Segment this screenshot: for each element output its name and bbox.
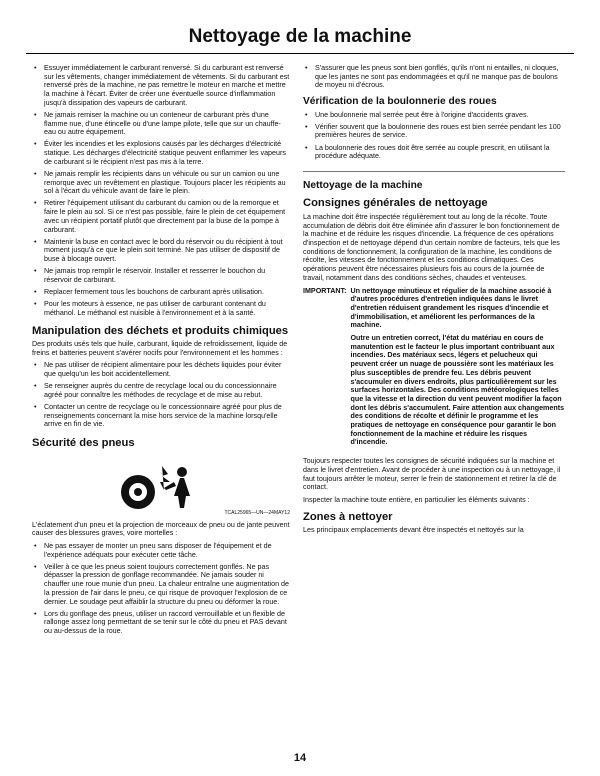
list-item: • Maintenir la buse en contact avec le bord du réservoir ou du récipient à tout moment jusqu'à ce que le plein soit terminé. Ne pas utiliser de dispositif de buse à blocage ouvert. [32, 238, 290, 264]
zones-paragraph: Les principaux emplacements devant être inspectés et nettoyés sur la [303, 526, 524, 535]
section-divider [303, 171, 565, 172]
list-item: • La boulonnerie des roues doit être serrée au couple prescrit, en utilisant la procédure adéquate. [303, 144, 565, 161]
list-item: • Replacer fermement tous les bouchons de carburant après utilisation. [32, 288, 290, 297]
list-item: • Ne pas essayer de monter un pneu sans disposer de l'équipement et de l'expérience adéquats pour exécuter cette tâche. [32, 542, 290, 559]
tire-explosion-icon [116, 460, 206, 512]
right-column [303, 64, 565, 538]
important-paragraph: Outre un entretien correct, l'état du matériau en cours de manutention est le facteur le plus important contribuant aux incendies. Des matériaux secs, légers et pelucheux qui peuvent créer un nuage de poussière sont les matériaux les plus susceptibles de prendre feu. Les débris peuvent s'accumuler en divers endroits, plus particulièrement sur les surfaces horizontales. Des conditions météorologiques telles que la vitesse et la direction du vent peuvent modifier la façon dont les débris s'accumulent. Faire attention aux changements des conditions de récolte et définir le programme et les pratiques de nettoyage en conséquence pour garantir le bon fonctionnement de la machine et réduire les risques d'incendie. [350, 334, 565, 447]
page-number: 14 [293, 752, 307, 764]
list-item: • Lors du gonflage des pneus, utiliser un raccord verrouillable et un flexible de rallonge assez long permettant de se tenir sur le côté du pneu et PAS devant ou au-dessus de la roue. [32, 610, 290, 636]
list-item: • Ne jamais remplir les récipients dans un véhicule ou sur un camion ou une remorque avec un revêtement en plastique. Toujours placer les récipients au sol à l'écart du véhicule avant de faire le plein. [32, 170, 290, 196]
figure-caption: TCAL25965—UN—24MAY12 [224, 509, 290, 516]
fuel-bullet-list [32, 64, 290, 317]
list-item: • Pour les moteurs à essence, ne pas utiliser de carburant contenant du méthanol. Le méthanol est nuisible à l'environnement et à la santé. [32, 300, 290, 317]
general-cleaning-paragraph: La machine doit être inspectée régulièrement tout au long de la récolte. Toute accumulation de débris doit être éliminée afin d'assurer le bon fonctionnement de la machine et de réduire les risques d'incendie. La fréquence de ces opérations d'inspection et de nettoyage dépend d'un certain nombre de facteurs, tels que les conditions de fonctionnement, la configuration de la machine, les conditions de récolte, les vitesses de fonctionnement et les conditions climatiques. Ces opérations peuvent être nécessaires plusieurs fois au cours de la journée de travail, notamment dans des conditions sèches, chaudes et venteuses. [303, 212, 560, 282]
left-column [32, 64, 290, 639]
machine-cleaning-heading: Nettoyage de la machine [303, 179, 423, 191]
list-item: • Vérifier souvent que la boulonnerie des roues est bien serrée pendant les 100 premières heures de service. [303, 123, 565, 140]
list-item: • Veiller à ce que les pneus soient toujours correctement gonflés. Ne pas dépasser la pression de gonflage recommandée. Ne jamais souder ni chauffer une roue munie d'un pneu. La chaleur entraîne une augmentation de la pression de l'air dans le pneu, ce qui risque de provoquer l'explosion de ce dernier. Le soudage peut affaiblir la structure du pneu ou déformer la roue. [32, 563, 290, 607]
wheel-bolt-bullet-list [303, 111, 565, 161]
wheel-bolt-heading: Vérification de la boulonnerie des roues [303, 96, 497, 108]
list-item: • Contacter un centre de recyclage ou le concessionnaire agréé pour plus de renseignements concernant la mise hors service de la machine lorsqu'elle arrive en fin de vie. [32, 403, 290, 429]
list-item: • Une boulonnerie mal serrée peut être à l'origine d'accidents graves. [303, 111, 565, 120]
general-cleaning-heading: Consignes générales de nettoyage [303, 197, 488, 210]
list-item: • Éviter les incendies et les explosions causés par les décharges d'électricité statique. Les décharges d'électricité statique peuvent enflammer les vapeurs de carburant si le récipient n'est pas mis à la terre. [32, 140, 290, 166]
important-notice [303, 287, 565, 452]
list-item: • Essuyer immédiatement le carburant renversé. Si du carburant est renversé sur les vêtements, changer immédiatement de vêtements. Si du carburant est renversé près de la machine, ne pas remettre le moteur en marche et mettre la machine à l'écart. Éviter de créer une éventuelle source d'inflammation jusqu'à dissipation des vapeurs de carburant. [32, 64, 290, 108]
inspect-paragraph: Inspecter la machine toute entière, en particulier les éléments suivants : [303, 496, 530, 504]
tire-warning-figure [32, 456, 290, 518]
list-item: • Ne jamais trop remplir le réservoir. Installer et resserrer le bouchon du réservoir de carburant. [32, 267, 290, 284]
list-item: • Retirer l'équipement utilisant du carburant du camion ou de la remorque et faire le plein au sol. Si ce n'est pas possible, faire le plein de cet équipement avec un récipient portatif plutôt que directement par la buse de la pompe à carburant. [32, 199, 290, 234]
page-title: Nettoyage de la machine [188, 26, 412, 47]
important-body [351, 287, 566, 452]
tire-check-bullet-list [303, 64, 565, 90]
tire-safety-heading: Sécurité des pneus [32, 437, 135, 450]
waste-intro: Des produits usés tels que huile, carburant, liquide de refroidissement, liquide de freins et batteries peuvent s'avérer nocifs pour l'environnement et les hommes : [32, 339, 288, 357]
title-rule [26, 53, 574, 54]
tire-intro: L'éclatement d'un pneu et la projection de morceaux de pneu ou de jante peuvent causer des blessures graves, voire mortelles : [32, 520, 290, 538]
safety-paragraph: Toujours respecter toutes les consignes de sécurité indiquées sur la machine et dans le livret d'entretien. Avant de procéder à une inspection ou à un nettoyage, il faut toujours arrêter le moteur, serrer le frein de stationnement et retirer la clé de contact. [303, 457, 561, 492]
list-item: • Ne pas utiliser de récipient alimentaire pour les déchets liquides pour éviter que quelqu'un les boit accidentellement. [32, 361, 290, 378]
waste-heading: Manipulation des déchets et produits chimiques [32, 325, 289, 338]
list-item: • Ne jamais remiser la machine ou un conteneur de carburant près d'une flamme nue, d'une étincelle ou d'une lampe pilote, telle que sur un chauffe-eau ou autre équipement. [32, 111, 290, 137]
zones-heading: Zones à nettoyer [303, 510, 393, 523]
tire-bullet-list [32, 542, 290, 636]
list-item: • Se renseigner auprès du centre de recyclage local ou du concessionnaire agréé pour connaître les méthodes de recyclage et de mise au rebut. [32, 382, 290, 399]
waste-bullet-list [32, 361, 290, 429]
important-label: IMPORTANT: [303, 286, 347, 295]
list-item: • S'assurer que les pneus sont bien gonflés, qu'ils n'ont ni entailles, ni cloques, que les jantes ne sont pas endommagées et qu'il ne manque pas de boulons de moyeu ni d'écrous. [303, 64, 565, 90]
important-paragraph: Un nettoyage minutieux et régulier de la machine associé à d'autres procédures d'entretien indiquées dans le livret d'entretien réduisent grandement les risques d'incendie et d'immobilisation, et améliorent les performances de la machine. [350, 286, 552, 330]
